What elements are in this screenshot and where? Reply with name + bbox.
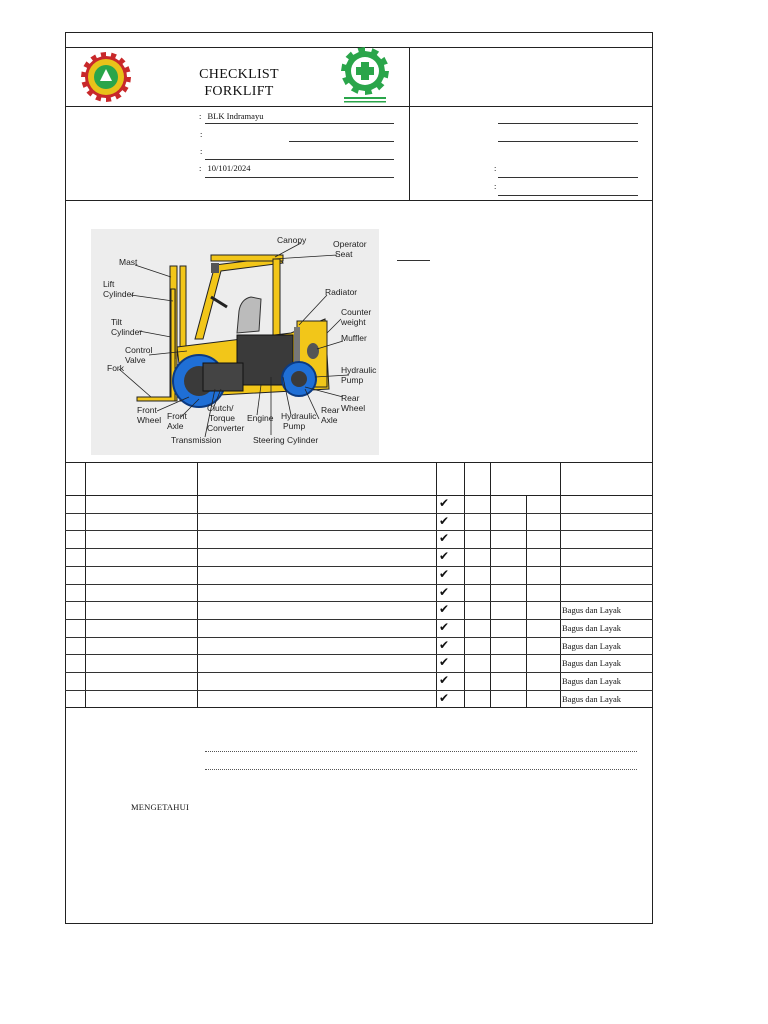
col-rule — [85, 462, 86, 707]
row-rule — [65, 619, 653, 620]
colon: : — [494, 163, 497, 173]
label-rear-axle: Axle — [321, 415, 338, 425]
condition-cell: Bagus dan Layak — [562, 676, 622, 686]
col-rule — [436, 462, 437, 707]
label-counter: Counter — [341, 307, 372, 317]
label-engine: Engine — [247, 413, 274, 423]
date-value — [199, 163, 250, 173]
location-text: BLK Indramayu — [207, 111, 264, 121]
underline — [498, 141, 638, 142]
condition-cell: Bagus dan Layak — [562, 605, 622, 616]
logo-caption-bar — [344, 97, 386, 99]
check-mark: ✔ — [439, 619, 450, 634]
institution-logo — [80, 51, 132, 103]
underline — [498, 177, 638, 178]
label-rear-axle-1: Rear — [321, 405, 340, 415]
colon: : — [494, 181, 497, 191]
note-line — [205, 751, 637, 752]
row-rule — [65, 584, 653, 585]
label-tilt-cylinder: Cylinder — [111, 327, 143, 337]
label-radiator: Radiator — [325, 287, 358, 297]
underline — [205, 159, 394, 160]
k3-safety-logo — [336, 46, 394, 104]
check-mark: ✔ — [439, 496, 450, 510]
condition-cell: Bagus dan Layak — [562, 693, 622, 704]
rule — [65, 106, 653, 107]
col-rule — [560, 462, 561, 707]
label-lift: Lift — [103, 279, 115, 289]
logo-caption-bar — [344, 101, 386, 103]
label-front-axle-1: Front — [167, 411, 187, 421]
underline — [498, 195, 638, 196]
muffler — [307, 343, 319, 359]
label-mast: Mast — [119, 257, 138, 267]
label-transmission: Transmission — [171, 435, 222, 445]
canopy-roof — [211, 255, 283, 261]
condition-cell: Bagus dan Layak — [562, 640, 622, 651]
label-muffler: Muffler — [341, 333, 367, 343]
page-title — [196, 66, 282, 100]
col-rule — [490, 462, 491, 707]
row-rule — [65, 513, 653, 514]
title-line-1: CHECKLIST — [199, 67, 279, 82]
radiator — [294, 327, 300, 367]
check-mark: ✔ — [439, 513, 450, 528]
label-front: Front — [137, 405, 157, 415]
condition-cell: Bagus dan Layak — [562, 658, 622, 669]
forklift-diagram — [91, 229, 379, 455]
check-mark: ✔ — [439, 566, 450, 581]
title-line-2: FORKLIFT — [204, 84, 274, 99]
underline — [205, 177, 394, 178]
col-rule — [464, 462, 465, 707]
check-mark: ✔ — [439, 549, 450, 564]
label-weight: weight — [341, 317, 366, 327]
date-text: 10/101/2024 — [207, 163, 251, 173]
check-mark: ✔ — [439, 584, 450, 599]
label-pump-2: Pump — [283, 421, 306, 431]
rule — [65, 495, 653, 496]
colon: : — [200, 129, 203, 139]
canopy-post — [273, 259, 280, 339]
row-rule — [65, 601, 653, 602]
row-rule — [65, 548, 653, 549]
label-fork: Fork — [107, 363, 124, 373]
mengetahui-label: MENGETAHUI — [131, 802, 189, 812]
check-mark: ✔ — [439, 690, 450, 705]
note-line — [205, 769, 637, 770]
label-seat: Seat — [335, 249, 353, 259]
label-hydraulic: Hydraulic — [341, 365, 377, 375]
colon: : — [200, 146, 203, 156]
label-tilt: Tilt — [111, 317, 123, 327]
label-torque: Torque — [209, 413, 235, 423]
label-axle: Axle — [167, 421, 184, 431]
location-value — [199, 111, 263, 121]
check-mark: ✔ — [439, 531, 450, 546]
label-rear-wheel: Wheel — [341, 403, 366, 413]
rear-wheel-hub — [291, 371, 307, 387]
check-mark: ✔ — [439, 655, 450, 670]
label-control: Control — [125, 345, 153, 355]
check-mark: ✔ — [439, 673, 450, 687]
label-hydraulic-pump: Hydraulic — [281, 411, 317, 421]
checklist-sheet — [65, 32, 653, 924]
col-rule — [197, 462, 198, 707]
check-mark: ✔ — [439, 637, 450, 652]
label-converter: Converter — [207, 423, 245, 433]
row-rule — [65, 654, 653, 655]
check-mark: ✔ — [439, 602, 450, 617]
label-front-wheel: Wheel — [137, 415, 162, 425]
label-pump: Pump — [341, 375, 364, 385]
underline — [205, 123, 394, 124]
row-rule — [65, 690, 653, 691]
label-rear: Rear — [341, 393, 360, 403]
condition-cell: Bagus dan Layak — [562, 622, 622, 633]
underline — [498, 123, 638, 124]
rule — [65, 707, 653, 708]
rule — [409, 47, 410, 200]
label-clutch: Clutch/ — [207, 403, 234, 413]
colon: : — [199, 111, 202, 121]
canopy-top-block — [211, 263, 219, 273]
row-rule — [65, 672, 653, 673]
rule — [65, 200, 653, 201]
row-rule — [65, 530, 653, 531]
row-rule — [65, 566, 653, 567]
label-valve: Valve — [125, 355, 146, 365]
row-rule — [65, 637, 653, 638]
rule — [65, 462, 653, 463]
transmission — [203, 363, 243, 391]
label-canopy: Canopy — [277, 235, 307, 245]
label-operator: Operator — [333, 239, 367, 249]
underline — [289, 141, 394, 142]
label-steering-cylinder: Steering Cylinder — [253, 435, 319, 445]
short-rule — [397, 260, 430, 261]
colon: : — [199, 163, 202, 173]
label-cylinder: Cylinder — [103, 289, 135, 299]
